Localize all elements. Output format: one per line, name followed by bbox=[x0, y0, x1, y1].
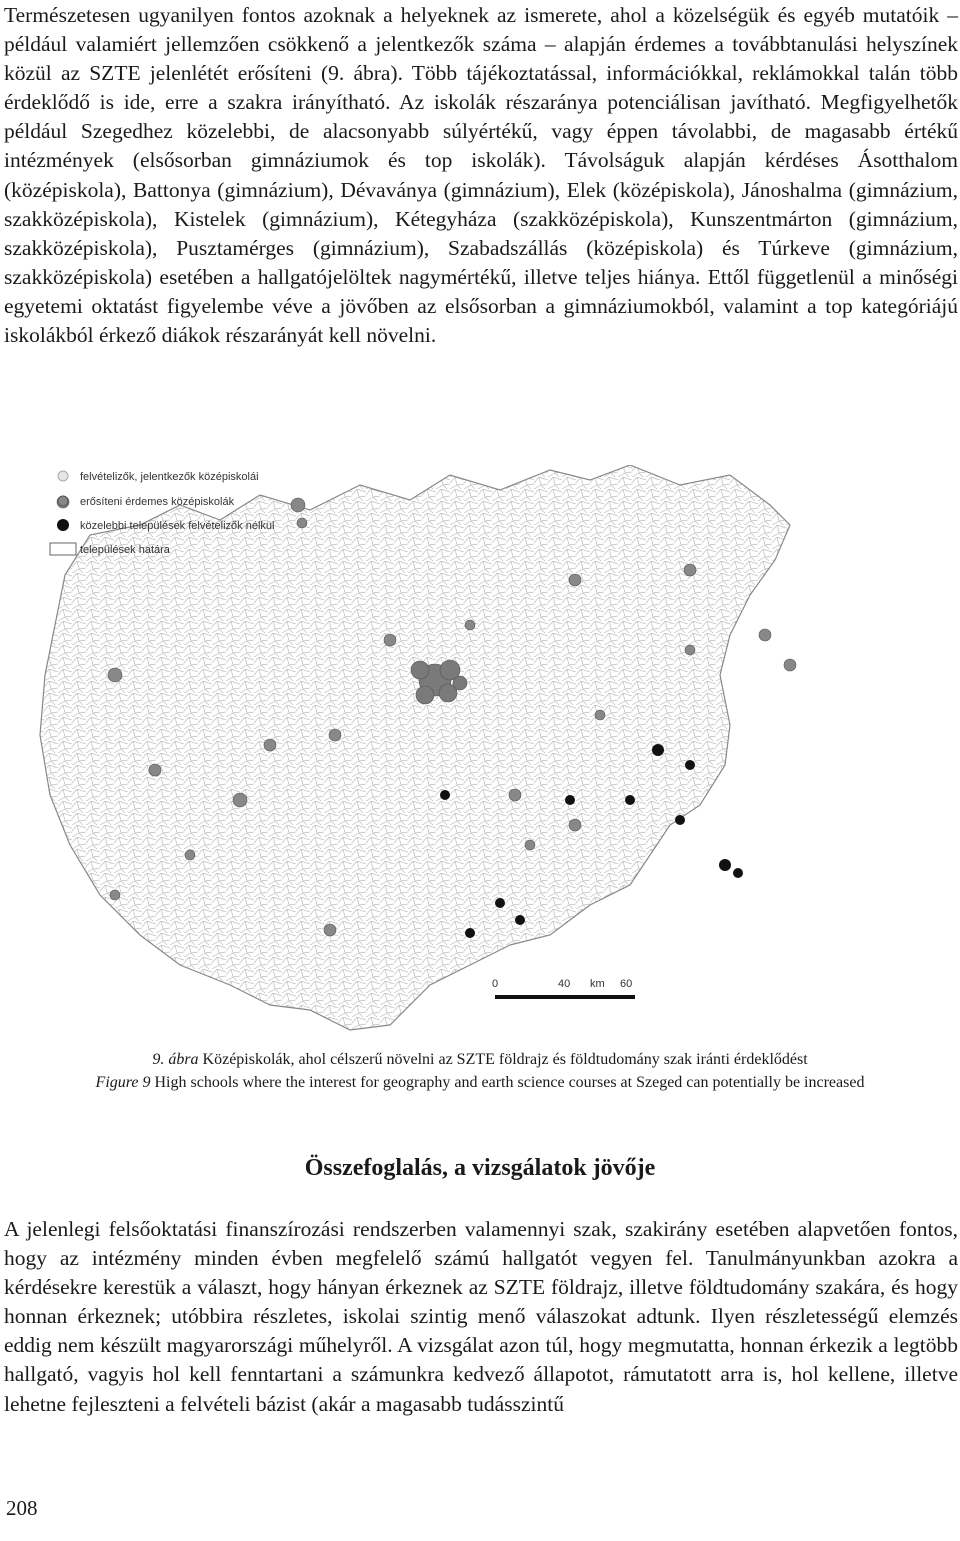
scale-label-40: 40 bbox=[558, 978, 571, 990]
legend-label-light: felvételizők, jelentkezők középiskolái bbox=[80, 471, 259, 483]
scale-label-60: 60 bbox=[620, 978, 633, 990]
caption-en-lead: Figure 9 bbox=[95, 1074, 151, 1091]
page-number: 208 bbox=[6, 1496, 38, 1520]
figure-caption-hu bbox=[0, 1050, 960, 1070]
figure-9-map bbox=[30, 465, 930, 1035]
section-heading: Összefoglalás, a vizsgálatok jövője bbox=[304, 1155, 656, 1181]
scale-label-0: 0 bbox=[492, 978, 499, 990]
body-paragraph-2: A jelenlegi felsőoktatási finanszírozási rendszerben valamennyi szak, szakirány esetében alapvetően fontos, hogy az intézmény minden évben megfelelő számú hallgatót vegyen fel. Tanulmányunkban azokra a kérdésekre kerestük a választ, hogy hányan érkeznek az SZTE földrajz, illetve földtudomány szakára, és hogy honnan érkeznek; utóbbira részletes, iskolai szintig menő válaszokat adtunk. Ilyen részletességű elemzés eddig nem készült magyarországi műhelyről. A vizsgálat azon túl, hogy megmutatta, honnan érkezik a legtöbb hallgató, vagyis hol kell fenntartani a számunkra kedvező állapotot, rámutatott arra is, hol kellene, illetve lehetne fejleszteni a felvételi bázist (akár a magasabb tudásszintű bbox=[4, 1217, 958, 1416]
legend-label-border: települések határa bbox=[80, 544, 170, 556]
scale-bar bbox=[492, 978, 635, 999]
legend-label-black: közelebbi települések felvételizők nélkül bbox=[80, 520, 275, 532]
caption-hu-text: Középiskolák, ahol célszerű növelni az SZTE földrajz és földtudomány szak iránti érdeklődést bbox=[198, 1051, 808, 1068]
caption-hu-lead: 9. ábra bbox=[152, 1051, 199, 1068]
legend-label-gray: erősíteni érdemes középiskolák bbox=[80, 496, 235, 508]
body-paragraph-1: Természetesen ugyanilyen fontos azoknak a helyeknek az ismerete, ahol a közelségük és egyéb mutatóik – például valamiért jellemzően csökkenő a jelentkezők száma – alapján érdemes a továbbtanulási helyszínek közül az SZTE jelenlétét erősíteni (9. ábra). Több tájékoztatással, információkkal, reklámokkal talán több érdeklődő is ide, erre a szakra irányítható. Az iskolák részaránya potenciálisan javítható. Megfigyelhetők például Szegedhez közelebbi, de alacsonyabb súlyértékű, vagy éppen távolabbi, de magasabb értékű intézmények (elsősorban gimnáziumok és top iskolák). Távolságuk alapján kérdéses Ásotthalom (középiskola), Battonya (gimnázium), Dévaványa (gimnázium), Elek (középiskola), Jánoshalma (gimnázium, szakközépiskola), Kistelek (gimnázium), Kétegyháza (szakközépiskola), Kunszentmárton (gimnázium, szakközépiskola), Pusztamérges (gimnázium), Szabadszállás (középiskola) és Túrkeve (gimnázium, szakközépiskola) esetében a hallgatójelöltek nagymértékű, illetve teljes hiánya. Ettől függetlenül a minőségi egyetemi oktatást figyelembe véve a jövőben az elsősorban a gimnáziumokból, valamint a top kategóriájú iskolákból érkező diákok részarányát kell növelni. bbox=[4, 3, 958, 348]
caption-en-text: High schools where the interest for geography and earth science courses at Szeged can potentially be increased bbox=[150, 1074, 865, 1091]
scale-label-km: km bbox=[590, 978, 605, 990]
figure-caption-en bbox=[0, 1073, 960, 1093]
